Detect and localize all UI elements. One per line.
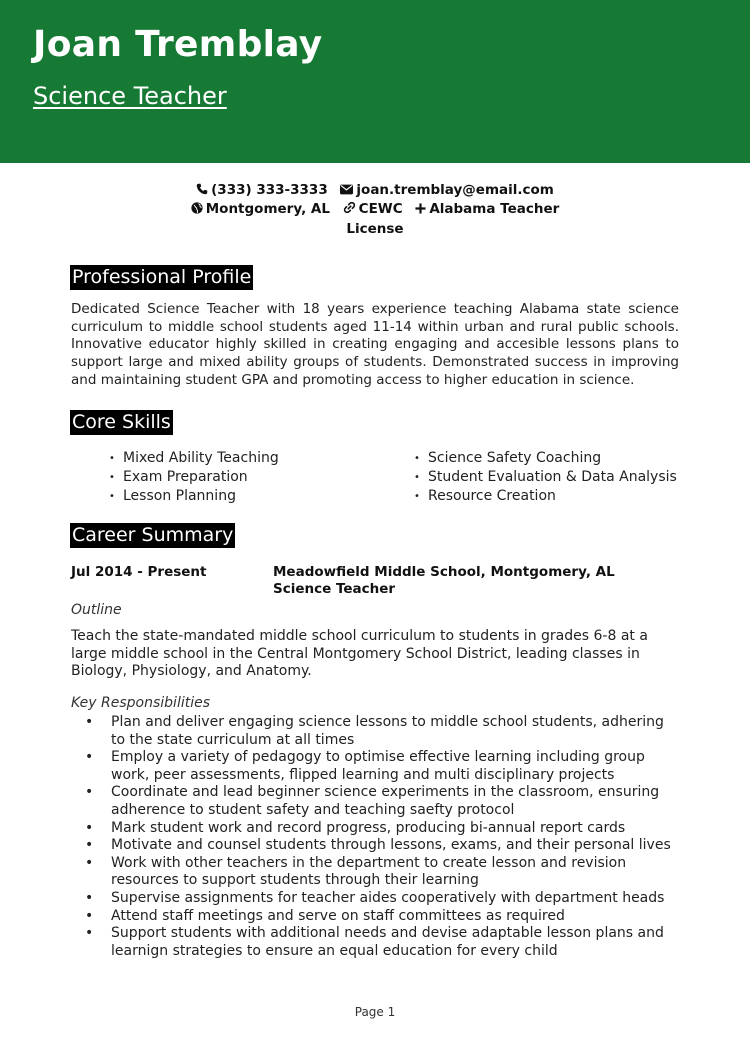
list-item: • Employ a variety of pedagogy to optimise effective learning including group work, peer assessments, flipped learning and multi disciplinary projects — [85, 749, 645, 783]
profile-text: Dedicated Science Teacher with 18 years experience teaching Alabama state science curriculum to middle school students aged 11-14 within urban and rural public schools. Innovative educator highly skilled in creating engaging and accesible lessons plans to support large and mixed ability groups of students. Demonstrated success in improving and maintaining student GPA and promoting access to higher education in science. — [71, 301, 679, 388]
website-text: CEWC — [358, 201, 403, 217]
list-item: • Attend staff meetings and serve on staff committees as required — [85, 907, 565, 924]
plus-icon — [415, 203, 426, 214]
outline-text: Teach the state-mandated middle school curriculum to students in grades 6-8 at a large middle school in the Central Montgomery School District, leading classes in Biology, Physiology, and Anatomy. — [71, 628, 648, 680]
skill-item: • Science Safety Coaching — [414, 450, 602, 466]
responsibilities-list — [85, 714, 675, 960]
job-dates: Jul 2014 - Present — [71, 564, 207, 580]
list-item: • Motivate and counsel students through lessons, exams, and their personal lives — [85, 837, 671, 854]
skill-item: • Student Evaluation & Data Analysis — [414, 469, 677, 485]
list-item: • Support students with additional needs and devise adaptable lesson plans and learnign strategies to ensure an equal education for every child — [85, 925, 664, 959]
contact-line-1 — [0, 181, 750, 201]
location-item — [191, 200, 330, 220]
list-item: • Coordinate and lead beginner science experiments in the classroom, ensuring adherence to student safety and teaching saefty protocol — [85, 784, 660, 818]
phone-item[interactable] — [196, 181, 328, 201]
email-text: joan.tremblay@email.com — [356, 182, 554, 198]
location-text: Montgomery, AL — [205, 201, 330, 217]
skill-item: • Exam Preparation — [109, 469, 248, 485]
skill-item: • Lesson Planning — [109, 488, 236, 504]
list-item: • Work with other teachers in the department to create lesson and revision resources to support students through their learning — [85, 854, 627, 889]
header-banner — [0, 0, 750, 163]
phone-text: (333) 333-3333 — [211, 182, 328, 198]
contact-line-2 — [0, 200, 750, 220]
skills-right-column — [414, 449, 677, 506]
contact-line-3 — [0, 220, 750, 240]
responsibilities-label: Key Responsibilities — [71, 695, 211, 711]
skills-left-column — [109, 449, 279, 506]
job-employer: Meadowfield Middle School, Montgomery, AL — [273, 564, 615, 580]
globe-icon — [191, 202, 203, 214]
page-number: Page 1 — [354, 1005, 396, 1019]
job-title: Science Teacher — [273, 581, 396, 597]
skill-item: • Mixed Ability Teaching — [109, 450, 279, 466]
list-item: • Supervise assignments for teacher aides cooperatively with department heads — [85, 889, 665, 906]
skills-heading: Core Skills — [72, 411, 171, 433]
profile-heading: Professional Profile — [72, 266, 252, 288]
skill-item: • Resource Creation — [414, 488, 556, 504]
license-item — [415, 200, 559, 220]
outline-label: Outline — [71, 602, 122, 618]
website-item[interactable] — [343, 200, 403, 220]
phone-icon — [196, 183, 208, 195]
email-item[interactable] — [340, 181, 553, 201]
list-item: • Plan and deliver engaging science lessons to middle school students, adhering to the state curriculum at all times — [85, 714, 664, 748]
career-heading: Career Summary — [72, 524, 234, 546]
candidate-role[interactable]: Science Teacher — [33, 82, 227, 110]
link-icon — [343, 201, 356, 214]
license-text-1: Alabama Teacher — [429, 201, 560, 217]
candidate-name: Joan Tremblay — [33, 24, 323, 65]
envelope-icon — [340, 184, 353, 195]
license-text-2: License — [346, 221, 404, 237]
list-item: • Mark student work and record progress, producing bi-annual report cards — [85, 819, 626, 836]
